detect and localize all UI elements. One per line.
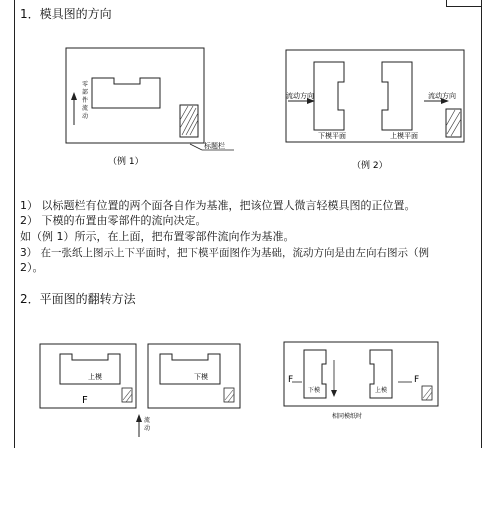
section2-heading: 2．平面图的翻转方法: [20, 292, 136, 306]
flow-char: 件: [82, 97, 89, 104]
example1-part: [92, 78, 160, 108]
flip-diagram-1: [38, 336, 142, 436]
same-sheet-label: 相同模纸时: [332, 413, 363, 420]
arrow-down-icon: [331, 390, 337, 397]
upper-die-part: [382, 62, 412, 130]
upper-die-plan-label: 上模平面: [390, 132, 418, 140]
title-block-label: 标题栏: [204, 142, 225, 150]
flow-arrow-icon: [136, 414, 142, 422]
lower-die-part: [160, 354, 220, 384]
item-1: 1） 以标题栏有位置的两个面各自作为基准，把该位置人微言轻模具图的正位置。: [20, 199, 416, 212]
example2-caption: （例 2）: [352, 161, 388, 171]
letter-f: F: [82, 395, 88, 406]
lower-die-label: 下模: [308, 387, 321, 394]
flow-char: 流: [82, 105, 89, 112]
flow-char: 零: [82, 81, 89, 88]
section1-heading: 1．模具图的方向: [20, 7, 112, 21]
lower-die-plan-label: 下模平面: [318, 132, 346, 140]
upper-die-label: 上模: [88, 373, 102, 381]
header-cell: [446, 0, 481, 7]
item-3: 3） 在一张纸上图示上下平面时，把下模平面图作为基础，流动方向是由左向右图示（例: [20, 247, 430, 259]
lower-die-part: [314, 62, 344, 130]
item-3-cont: 2）。: [20, 261, 44, 274]
letter-f-left: F: [288, 375, 294, 385]
flow-indicator: [134, 410, 158, 438]
example1-diagram: [62, 40, 242, 170]
flow-arrow-icon: [71, 92, 77, 100]
flow-char: 部: [82, 89, 89, 96]
flip-diagram-3: [282, 338, 442, 422]
flow-direction-left: 流动方向: [286, 92, 314, 100]
item-2: 2） 下模的布置由零部件的流向决定。: [20, 214, 207, 227]
flow-char: 流: [144, 417, 151, 424]
flow-char: 动: [82, 113, 89, 120]
letter-f-right: F: [414, 375, 420, 385]
flow-direction-right: 流动方向: [428, 92, 456, 100]
example2-diagram: [282, 44, 472, 172]
lower-die-label: 下模: [194, 373, 208, 381]
flow-char: 动: [144, 425, 151, 432]
item-2-detail: 如（例 1）所示，在上面，把布置零部件流向作为基准。: [20, 230, 295, 243]
example1-caption: （例 1）: [108, 157, 144, 167]
flip-diagram-2: [146, 336, 246, 436]
upper-die-label: 上模: [375, 387, 388, 394]
